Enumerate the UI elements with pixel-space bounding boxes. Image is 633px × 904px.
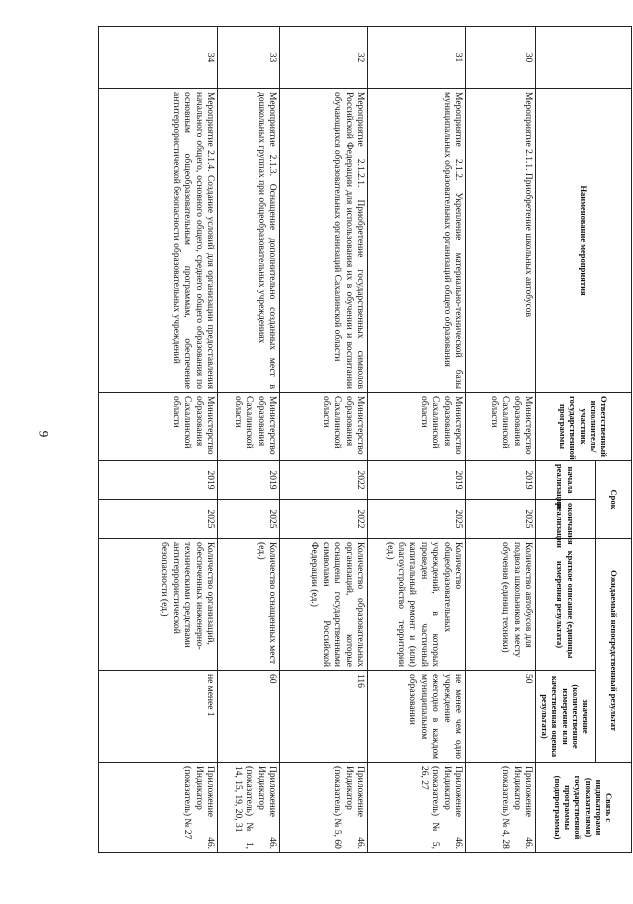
row-start-year: 2019 — [368, 461, 466, 500]
row-start-year: 2019 — [466, 461, 536, 500]
row-start-year: 2019 — [99, 461, 218, 500]
page-number: 9 — [36, 430, 52, 438]
row-result-value: 116 — [280, 671, 368, 763]
row-end-year: 2022 — [280, 500, 368, 539]
row-responsible: Министерство образования Сахалинской области — [99, 393, 218, 461]
row-indicator-link: Приложение 46. Индикатор (показатель) № 1, 14, 15, 19, 20, 31 — [218, 763, 280, 853]
row-indicator-link: Приложение 46. Индикатор (показатель) № 5, 26, 27 — [368, 763, 466, 853]
row-activity-name: Мероприятие 2.1.4. Создание условий для организации предоставления начального общего, основного общего, среднего общего образования по основным общеобразовательным программам, обеспечение антитеррористической безопасности образовательных учреждений — [99, 89, 218, 393]
header-link: Связь с индикаторами (показателями) государственной программы (подпрограммы) — [536, 763, 632, 853]
row-activity-name: Мероприятие 2.1.2. Укрепление материально-технической базы муниципальных образовательных организаций общего образования — [368, 89, 466, 393]
row-number: 33 — [218, 27, 280, 89]
row-end-year: 2025 — [99, 500, 218, 539]
row-number: 34 — [99, 27, 218, 89]
row-number: 32 — [280, 27, 368, 89]
header-end: окончания реализации — [536, 500, 596, 539]
row-result-value: 60 — [218, 671, 280, 763]
row-start-year: 2019 — [218, 461, 280, 500]
header-value: значение (количественное измерение или качественная оценка результата) — [536, 671, 596, 763]
header-number — [536, 27, 632, 89]
table-row — [466, 27, 536, 853]
row-end-year: 2025 — [368, 500, 466, 539]
row-result-value: не менее 1 — [99, 671, 218, 763]
row-responsible: Министерство образования Сахалинской области — [368, 393, 466, 461]
row-number: 31 — [368, 27, 466, 89]
row-indicator-link: Приложение 46. Индикатор (показатель) № 4, 28 — [466, 763, 536, 853]
header-start: начала реализации — [536, 461, 596, 500]
row-responsible: Министерство образования Сахалинской области — [218, 393, 280, 461]
header-name: Наименование мероприятия — [536, 89, 632, 393]
row-result-desc: Количество организаций, обеспеченных инженерно-техническими средствами антитеррористической безопасности (ед.) — [99, 539, 218, 671]
row-result-desc: Количество автобусов для подвоза школьников к месту обучения (единиц техники) — [466, 539, 536, 671]
header-responsible: Ответственный исполнитель/участник государственной программы — [536, 393, 632, 461]
header-result: Ожидаемый непосредственный результат — [596, 539, 632, 763]
header-short-desc: краткое описание (единицы измерения результата) — [536, 539, 596, 671]
row-indicator-link: Приложение 46. Индикатор (показатель) № 27 — [99, 763, 218, 853]
row-result-desc: Количество образовательных организаций, которые оснащены государственными символами Российской Федерации (ед.) — [280, 539, 368, 671]
rotated-page — [98, 0, 632, 852]
row-number: 30 — [466, 27, 536, 89]
row-end-year: 2025 — [466, 500, 536, 539]
row-result-value: 50 — [466, 671, 536, 763]
row-result-desc: Количество оснащенных мест (ед.) — [218, 539, 280, 671]
row-activity-name: Мероприятие 2.1.1. Приобретение школьных автобусов — [466, 89, 536, 393]
row-indicator-link: Приложение 46. Индикатор (показатель) № 5, 60 — [280, 763, 368, 853]
table-row — [280, 27, 368, 853]
row-responsible: Министерство образования Сахалинской области — [466, 393, 536, 461]
row-result-value: не менее чем одно учреждение ежегодно в каждом муниципальном образовании — [368, 671, 466, 763]
row-responsible: Министерство образования Сахалинской области — [280, 393, 368, 461]
row-activity-name: Мероприятие 2.1.2.1. Приобретение государственных символов Российской Федерации для использования их в обучении и воспитании обучающихся образовательных организаций Сахалинской области — [280, 89, 368, 393]
row-end-year: 2025 — [218, 500, 280, 539]
table-row — [218, 27, 280, 853]
table-row — [99, 27, 218, 853]
row-result-desc: Количество общеобразовательных учреждений, в которых проведен частичный капитальный ремонт и (или) благоустройство территории (ед.) — [368, 539, 466, 671]
table-row — [368, 27, 466, 853]
header-term: Срок — [596, 461, 632, 539]
program-activities-table — [98, 26, 632, 853]
row-activity-name: Мероприятие 2.1.3. Оснащение дополнительно созданных мест в дошкольных группах при общеобразовательных учреждениях — [218, 89, 280, 393]
row-start-year: 2022 — [280, 461, 368, 500]
